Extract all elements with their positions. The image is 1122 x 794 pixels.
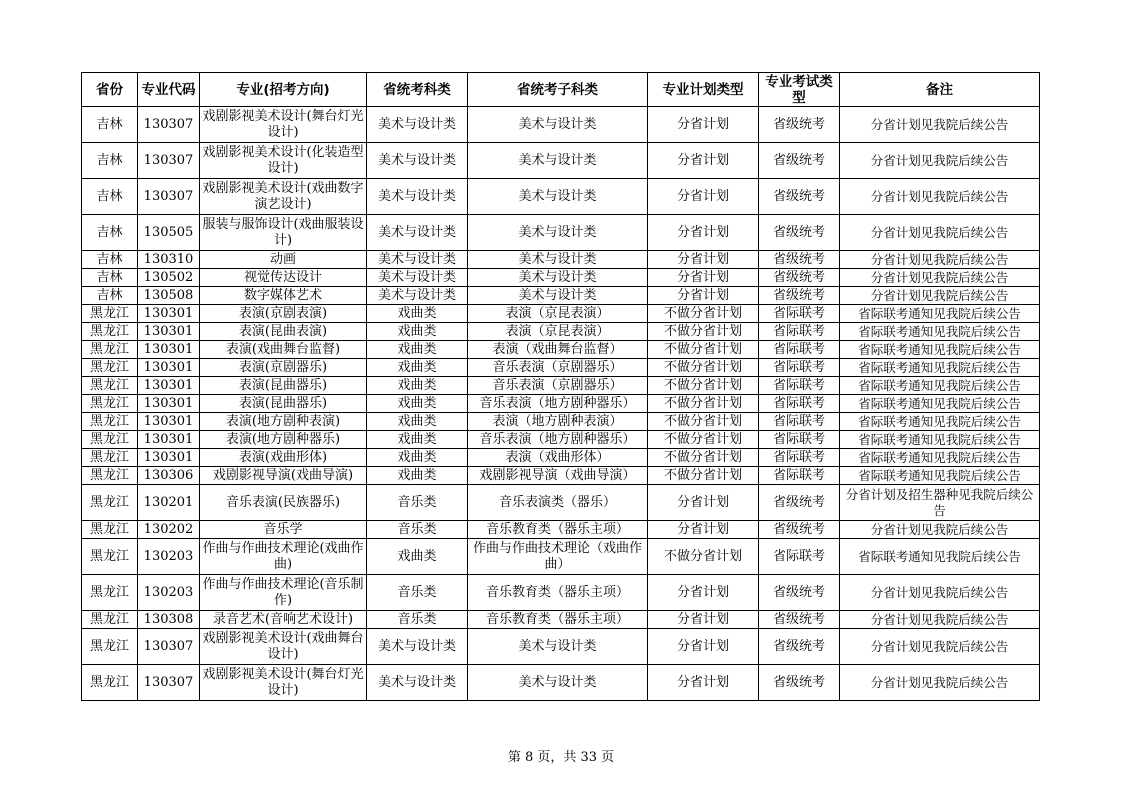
table-row [82,521,1040,539]
table-row [82,485,1040,521]
cell-exam-type: 省际联考 [759,341,840,359]
cell-exam-subcategory: 表演（京昆表演） [468,305,648,323]
cell-plan-type: 不做分省计划 [648,377,759,395]
cell-major-code: 130306 [138,467,200,485]
cell-exam-subcategory: 美术与设计类 [468,215,648,251]
cell-exam-type: 省际联考 [759,359,840,377]
cell-major-code: 130301 [138,449,200,467]
cell-remark: 分省计划及招生器种见我院后续公告 [840,485,1040,521]
cell-major-code: 130308 [138,611,200,629]
cell-exam-category: 戏曲类 [367,413,468,431]
cell-major: 视觉传达设计 [200,269,367,287]
cell-plan-type: 分省计划 [648,107,759,143]
cell-exam-subcategory: 音乐表演（地方剧种器乐） [468,431,648,449]
cell-exam-subcategory: 音乐教育类（器乐主项） [468,575,648,611]
cell-exam-subcategory: 表演（京昆表演） [468,323,648,341]
cell-province: 黑龙江 [82,359,138,377]
cell-province: 黑龙江 [82,629,138,665]
cell-remark: 省际联考通知见我院后续公告 [840,539,1040,575]
cell-major: 表演(昆曲表演) [200,323,367,341]
cell-remark: 分省计划见我院后续公告 [840,665,1040,701]
cell-major: 作曲与作曲技术理论(音乐制作) [200,575,367,611]
table-row [82,449,1040,467]
cell-exam-category: 戏曲类 [367,449,468,467]
cell-province: 黑龙江 [82,341,138,359]
cell-major: 戏剧影视美术设计(戏曲数字演艺设计) [200,179,367,215]
cell-plan-type: 分省计划 [648,665,759,701]
cell-exam-subcategory: 音乐教育类（器乐主项） [468,611,648,629]
cell-major-code: 130307 [138,107,200,143]
cell-plan-type: 分省计划 [648,521,759,539]
cell-exam-type: 省际联考 [759,431,840,449]
cell-major: 音乐表演(民族器乐) [200,485,367,521]
cell-major-code: 130301 [138,413,200,431]
cell-plan-type: 分省计划 [648,251,759,269]
cell-remark: 分省计划见我院后续公告 [840,107,1040,143]
cell-exam-type: 省级统考 [759,269,840,287]
cell-province: 黑龙江 [82,305,138,323]
cell-plan-type: 分省计划 [648,215,759,251]
cell-remark: 分省计划见我院后续公告 [840,143,1040,179]
cell-plan-type: 分省计划 [648,485,759,521]
cell-major: 表演(戏曲舞台监督) [200,341,367,359]
cell-province: 黑龙江 [82,485,138,521]
cell-exam-subcategory: 音乐表演（京剧器乐） [468,377,648,395]
table-row [82,143,1040,179]
cell-major: 作曲与作曲技术理论(戏曲作曲) [200,539,367,575]
table-row [82,359,1040,377]
cell-remark: 省际联考通知见我院后续公告 [840,359,1040,377]
cell-exam-subcategory: 美术与设计类 [468,269,648,287]
cell-exam-category: 美术与设计类 [367,215,468,251]
cell-major-code: 130301 [138,323,200,341]
cell-exam-category: 音乐类 [367,485,468,521]
cell-exam-type: 省级统考 [759,287,840,305]
cell-remark: 省际联考通知见我院后续公告 [840,395,1040,413]
cell-remark: 分省计划见我院后续公告 [840,287,1040,305]
cell-exam-type: 省际联考 [759,539,840,575]
cell-remark: 省际联考通知见我院后续公告 [840,449,1040,467]
cell-province: 吉林 [82,107,138,143]
table-row [82,107,1040,143]
table-row [82,305,1040,323]
table-row [82,377,1040,395]
cell-remark: 省际联考通知见我院后续公告 [840,377,1040,395]
cell-province: 吉林 [82,287,138,305]
cell-exam-category: 音乐类 [367,521,468,539]
admissions-table [81,72,1040,701]
cell-plan-type: 分省计划 [648,143,759,179]
page-number: 第 8 页，共 33 页 [507,750,615,765]
cell-exam-subcategory: 美术与设计类 [468,107,648,143]
cell-major-code: 130301 [138,341,200,359]
cell-major-code: 130301 [138,377,200,395]
cell-plan-type: 不做分省计划 [648,431,759,449]
cell-exam-type: 省级统考 [759,143,840,179]
header-major: 专业(招考方向) [200,73,367,107]
cell-major-code: 130203 [138,575,200,611]
cell-province: 黑龙江 [82,377,138,395]
cell-exam-subcategory: 美术与设计类 [468,143,648,179]
cell-major: 表演(京剧表演) [200,305,367,323]
cell-major: 服装与服饰设计(戏曲服装设计) [200,215,367,251]
table-body [82,107,1040,701]
table-row [82,179,1040,215]
cell-exam-type: 省级统考 [759,485,840,521]
table-row [82,575,1040,611]
cell-exam-category: 美术与设计类 [367,107,468,143]
cell-plan-type: 分省计划 [648,611,759,629]
cell-province: 吉林 [82,215,138,251]
cell-remark: 省际联考通知见我院后续公告 [840,341,1040,359]
cell-exam-subcategory: 美术与设计类 [468,665,648,701]
cell-exam-type: 省级统考 [759,665,840,701]
cell-plan-type: 不做分省计划 [648,323,759,341]
cell-exam-type: 省际联考 [759,413,840,431]
cell-major: 戏剧影视美术设计(化装造型设计) [200,143,367,179]
table-row [82,269,1040,287]
cell-exam-subcategory: 表演（戏曲舞台监督） [468,341,648,359]
table-row [82,431,1040,449]
cell-province: 黑龙江 [82,413,138,431]
cell-plan-type: 分省计划 [648,269,759,287]
cell-major-code: 130301 [138,305,200,323]
cell-plan-type: 不做分省计划 [648,359,759,377]
cell-major: 戏剧影视美术设计(戏曲舞台设计) [200,629,367,665]
cell-province: 黑龙江 [82,611,138,629]
cell-major: 音乐学 [200,521,367,539]
cell-major-code: 130307 [138,629,200,665]
cell-major: 录音艺术(音响艺术设计) [200,611,367,629]
cell-province: 黑龙江 [82,395,138,413]
cell-major: 表演(戏曲形体) [200,449,367,467]
cell-major: 戏剧影视美术设计(舞台灯光设计) [200,665,367,701]
cell-remark: 分省计划见我院后续公告 [840,611,1040,629]
cell-major-code: 130301 [138,431,200,449]
table-row [82,629,1040,665]
cell-province: 黑龙江 [82,665,138,701]
cell-province: 黑龙江 [82,539,138,575]
cell-exam-category: 美术与设计类 [367,179,468,215]
cell-exam-type: 省级统考 [759,215,840,251]
header-remark: 备注 [840,73,1040,107]
cell-major-code: 130203 [138,539,200,575]
cell-major-code: 130202 [138,521,200,539]
cell-major-code: 130502 [138,269,200,287]
cell-major-code: 130508 [138,287,200,305]
cell-major: 戏剧影视美术设计(舞台灯光设计) [200,107,367,143]
cell-major: 表演(地方剧种器乐) [200,431,367,449]
cell-exam-subcategory: 美术与设计类 [468,251,648,269]
header-exam-type: 专业考试类型 [759,73,840,107]
cell-exam-category: 戏曲类 [367,539,468,575]
cell-exam-type: 省级统考 [759,521,840,539]
table-row [82,341,1040,359]
table-row [82,539,1040,575]
cell-exam-category: 美术与设计类 [367,251,468,269]
cell-exam-subcategory: 音乐表演（地方剧种器乐） [468,395,648,413]
cell-remark: 分省计划见我院后续公告 [840,179,1040,215]
cell-major-code: 130201 [138,485,200,521]
cell-plan-type: 不做分省计划 [648,395,759,413]
cell-major-code: 130310 [138,251,200,269]
cell-exam-type: 省级统考 [759,107,840,143]
cell-exam-category: 戏曲类 [367,341,468,359]
header-major-code: 专业代码 [138,73,200,107]
cell-exam-category: 美术与设计类 [367,143,468,179]
cell-remark: 分省计划见我院后续公告 [840,521,1040,539]
cell-major-code: 130301 [138,359,200,377]
cell-exam-subcategory: 音乐表演类（器乐） [468,485,648,521]
cell-remark: 分省计划见我院后续公告 [840,575,1040,611]
cell-remark: 省际联考通知见我院后续公告 [840,305,1040,323]
cell-remark: 分省计划见我院后续公告 [840,629,1040,665]
cell-plan-type: 不做分省计划 [648,467,759,485]
cell-plan-type: 不做分省计划 [648,305,759,323]
cell-province: 黑龙江 [82,521,138,539]
cell-province: 黑龙江 [82,323,138,341]
cell-remark: 省际联考通知见我院后续公告 [840,413,1040,431]
header-plan-type: 专业计划类型 [648,73,759,107]
cell-exam-subcategory: 作曲与作曲技术理论（戏曲作曲） [468,539,648,575]
cell-province: 黑龙江 [82,467,138,485]
cell-major: 戏剧影视导演(戏曲导演) [200,467,367,485]
cell-exam-category: 戏曲类 [367,467,468,485]
table-row [82,251,1040,269]
cell-plan-type: 分省计划 [648,179,759,215]
cell-exam-category: 音乐类 [367,611,468,629]
cell-plan-type: 分省计划 [648,575,759,611]
cell-major: 表演(地方剧种表演) [200,413,367,431]
cell-major: 数字媒体艺术 [200,287,367,305]
cell-exam-type: 省际联考 [759,449,840,467]
cell-exam-type: 省际联考 [759,323,840,341]
cell-plan-type: 不做分省计划 [648,539,759,575]
cell-major: 动画 [200,251,367,269]
cell-remark: 省际联考通知见我院后续公告 [840,323,1040,341]
cell-major-code: 130307 [138,143,200,179]
header-exam-category: 省统考科类 [367,73,468,107]
header-province: 省份 [82,73,138,107]
cell-exam-type: 省级统考 [759,611,840,629]
cell-exam-category: 戏曲类 [367,305,468,323]
cell-major-code: 130307 [138,665,200,701]
cell-exam-subcategory: 美术与设计类 [468,287,648,305]
cell-remark: 省际联考通知见我院后续公告 [840,467,1040,485]
table-row [82,665,1040,701]
cell-province: 吉林 [82,143,138,179]
cell-province: 黑龙江 [82,449,138,467]
cell-province: 吉林 [82,269,138,287]
cell-plan-type: 不做分省计划 [648,341,759,359]
cell-province: 吉林 [82,179,138,215]
cell-exam-subcategory: 表演（地方剧种表演） [468,413,648,431]
cell-exam-subcategory: 美术与设计类 [468,629,648,665]
cell-major-code: 130505 [138,215,200,251]
cell-exam-subcategory: 表演（戏曲形体） [468,449,648,467]
cell-exam-category: 美术与设计类 [367,269,468,287]
cell-major-code: 130301 [138,395,200,413]
cell-exam-type: 省际联考 [759,377,840,395]
cell-exam-category: 美术与设计类 [367,287,468,305]
cell-exam-type: 省级统考 [759,575,840,611]
cell-province: 吉林 [82,251,138,269]
cell-remark: 分省计划见我院后续公告 [840,215,1040,251]
cell-major: 表演(京剧器乐) [200,359,367,377]
cell-exam-category: 戏曲类 [367,431,468,449]
table-row [82,323,1040,341]
cell-exam-category: 戏曲类 [367,359,468,377]
header-exam-subcategory: 省统考子科类 [468,73,648,107]
cell-exam-subcategory: 音乐教育类（器乐主项） [468,521,648,539]
table-row [82,413,1040,431]
cell-province: 黑龙江 [82,431,138,449]
cell-major: 表演(昆曲器乐) [200,377,367,395]
cell-exam-subcategory: 音乐表演（京剧器乐） [468,359,648,377]
cell-exam-subcategory: 戏剧影视导演（戏曲导演） [468,467,648,485]
cell-exam-category: 戏曲类 [367,323,468,341]
table-row [82,395,1040,413]
cell-major-code: 130307 [138,179,200,215]
cell-exam-category: 美术与设计类 [367,629,468,665]
table-row [82,215,1040,251]
cell-exam-type: 省际联考 [759,305,840,323]
cell-plan-type: 分省计划 [648,629,759,665]
cell-exam-category: 音乐类 [367,575,468,611]
cell-exam-subcategory: 美术与设计类 [468,179,648,215]
table-row [82,467,1040,485]
cell-exam-type: 省级统考 [759,629,840,665]
cell-major: 表演(昆曲器乐) [200,395,367,413]
cell-exam-category: 戏曲类 [367,377,468,395]
cell-remark: 省际联考通知见我院后续公告 [840,431,1040,449]
cell-exam-type: 省际联考 [759,467,840,485]
cell-exam-type: 省际联考 [759,395,840,413]
table-row [82,611,1040,629]
cell-exam-category: 美术与设计类 [367,665,468,701]
cell-exam-type: 省级统考 [759,179,840,215]
cell-exam-type: 省级统考 [759,251,840,269]
cell-plan-type: 分省计划 [648,287,759,305]
cell-plan-type: 不做分省计划 [648,413,759,431]
cell-province: 黑龙江 [82,575,138,611]
header-row [82,73,1040,107]
table-row [82,287,1040,305]
cell-remark: 分省计划见我院后续公告 [840,251,1040,269]
cell-plan-type: 不做分省计划 [648,449,759,467]
cell-remark: 分省计划见我院后续公告 [840,269,1040,287]
cell-exam-category: 戏曲类 [367,395,468,413]
